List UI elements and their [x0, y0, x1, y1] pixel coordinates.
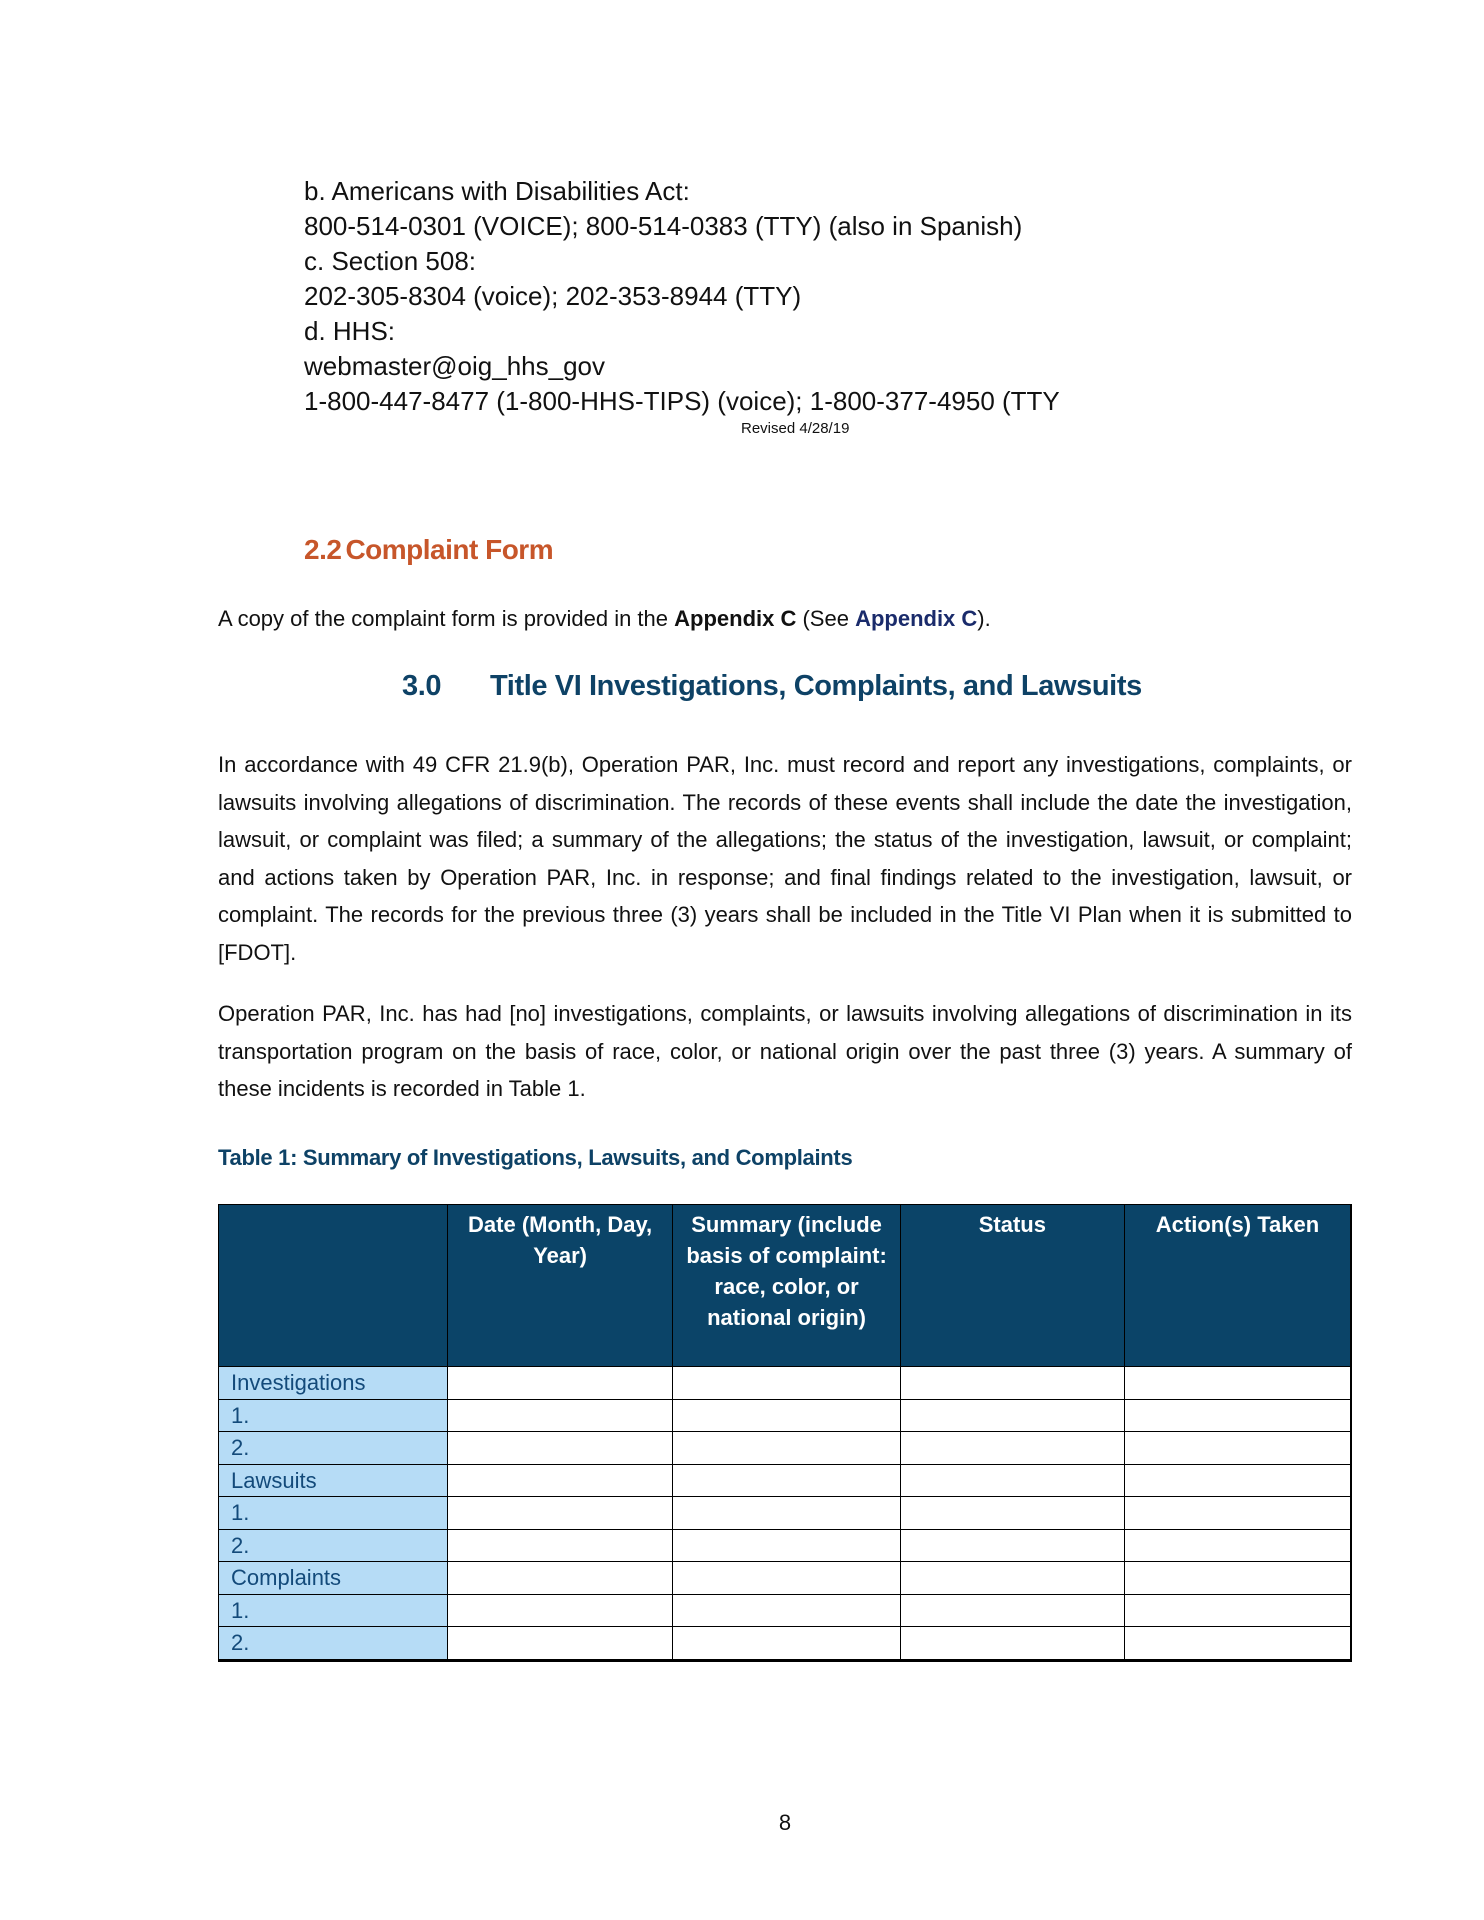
table-cell[interactable] [673, 1562, 900, 1595]
appendix-link[interactable]: Appendix C [855, 606, 978, 631]
table-cell[interactable] [1125, 1399, 1352, 1432]
table-row [219, 1594, 1352, 1627]
contact-line-ada-heading: b. Americans with Disabilities Act: [304, 176, 690, 206]
table-cell[interactable] [447, 1432, 673, 1465]
contact-line-hhs-heading: d. HHS: [304, 316, 396, 346]
row-label: 2. [219, 1529, 448, 1562]
section-heading-complaint-form [304, 534, 553, 566]
table-row [219, 1399, 1352, 1432]
table-cell[interactable] [673, 1627, 900, 1661]
table-cell[interactable] [1125, 1529, 1352, 1562]
section-number: 2.2 [304, 534, 342, 565]
table-cell[interactable] [900, 1529, 1124, 1562]
table-cell[interactable] [673, 1432, 900, 1465]
contact-line-hhs-email[interactable]: webmaster@oig_hhs_gov [304, 351, 606, 381]
table-cell[interactable] [1125, 1464, 1352, 1497]
table-cell[interactable] [673, 1464, 900, 1497]
table-cell[interactable] [900, 1432, 1124, 1465]
row-label: Lawsuits [219, 1464, 448, 1497]
table-cell[interactable] [900, 1399, 1124, 1432]
header-date: Date (Month, Day, Year) [447, 1205, 673, 1367]
page-number: 8 [778, 1810, 792, 1835]
summary-table [218, 1204, 1352, 1662]
section-heading-title-vi [402, 670, 1142, 703]
table-row [219, 1529, 1352, 1562]
section-number: 3.0 [402, 670, 442, 702]
table-cell[interactable] [673, 1367, 900, 1400]
table-row [219, 1627, 1352, 1661]
appendix-reference: Appendix C [674, 606, 797, 631]
table-row [219, 1432, 1352, 1465]
paragraph-text: A copy of the complaint form is provided in the [218, 606, 675, 631]
header-status: Status [900, 1205, 1124, 1367]
title-vi-paragraph-1: In accordance with 49 CFR 21.9(b), Operation PAR, Inc. must record and report any investigations, complaints, or lawsuits involving allegations of discrimination. The records of these events shall include the date the investigation, lawsuit, or complaint was filed; a summary of the allegations; the status of the investigation, lawsuit, or complaint; and actions taken by Operation PAR, Inc. in response; and final findings related to the investigation, lawsuit, or complaint. The records for the previous three (3) years shall be included in the Title VI Plan when it is submitted to [FDOT]. [218, 752, 1352, 965]
paragraph-text: (See [796, 606, 856, 631]
row-label: 1. [219, 1497, 448, 1530]
row-label: 2. [219, 1432, 448, 1465]
table-cell[interactable] [900, 1497, 1124, 1530]
contact-line-508-phones: 202-305-8304 (voice); 202-353-8944 (TTY) [304, 281, 802, 311]
row-label: Complaints [219, 1562, 448, 1595]
table-cell[interactable] [900, 1464, 1124, 1497]
paragraph-text: ). [977, 606, 991, 631]
table-cell[interactable] [447, 1497, 673, 1530]
table-caption: Table 1: Summary of Investigations, Lawsuits, and Complaints [218, 1145, 853, 1170]
table-cell[interactable] [900, 1627, 1124, 1661]
table-cell[interactable] [1125, 1497, 1352, 1530]
table-cell[interactable] [447, 1464, 673, 1497]
table-cell[interactable] [1125, 1562, 1352, 1595]
table-cell[interactable] [447, 1529, 673, 1562]
table-cell[interactable] [900, 1367, 1124, 1400]
section-title: Title VI Investigations, Complaints, and Lawsuits [490, 670, 1142, 702]
section-title: Complaint Form [345, 534, 554, 565]
row-label: Investigations [219, 1367, 448, 1400]
table-cell[interactable] [447, 1627, 673, 1661]
table-cell[interactable] [673, 1529, 900, 1562]
header-blank [219, 1205, 448, 1367]
table-cell[interactable] [673, 1497, 900, 1530]
contact-line-508-heading: c. Section 508: [304, 246, 476, 276]
title-vi-paragraph-2: Operation PAR, Inc. has had [no] investigations, complaints, or lawsuits involving allegations of discrimination in its transportation program on the basis of race, color, or national origin over the past three (3) years. A summary of these incidents is recorded in Table 1. [218, 1001, 1352, 1101]
table-cell[interactable] [447, 1562, 673, 1595]
table-header-row [219, 1205, 1352, 1367]
table-cell[interactable] [1125, 1432, 1352, 1465]
table-row [219, 1464, 1352, 1497]
table-cell[interactable] [900, 1594, 1124, 1627]
table-cell[interactable] [447, 1367, 673, 1400]
contact-line-ada-phones: 800-514-0301 (VOICE); 800-514-0383 (TTY) (also in Spanish) [304, 211, 1023, 241]
table-cell[interactable] [1125, 1367, 1352, 1400]
complaint-form-paragraph [218, 600, 1352, 638]
header-summary: Summary (include basis of complaint: race, color, or national origin) [673, 1205, 900, 1367]
table-row [219, 1367, 1352, 1400]
row-label: 1. [219, 1399, 448, 1432]
table-row [219, 1497, 1352, 1530]
table-cell[interactable] [447, 1594, 673, 1627]
contact-line-hhs-phones: 1-800-447-8477 (1-800-HHS-TIPS) (voice); 1-800-377-4950 (TTY [304, 386, 1060, 416]
row-label: 2. [219, 1627, 448, 1661]
row-label: 1. [219, 1594, 448, 1627]
table-cell[interactable] [1125, 1594, 1352, 1627]
table-cell[interactable] [673, 1594, 900, 1627]
table-cell[interactable] [1125, 1627, 1352, 1661]
table-cell[interactable] [673, 1399, 900, 1432]
revised-date: Revised 4/28/19 [741, 420, 850, 437]
header-actions: Action(s) Taken [1125, 1205, 1352, 1367]
table-row [219, 1562, 1352, 1595]
table-cell[interactable] [900, 1562, 1124, 1595]
table-cell[interactable] [447, 1399, 673, 1432]
